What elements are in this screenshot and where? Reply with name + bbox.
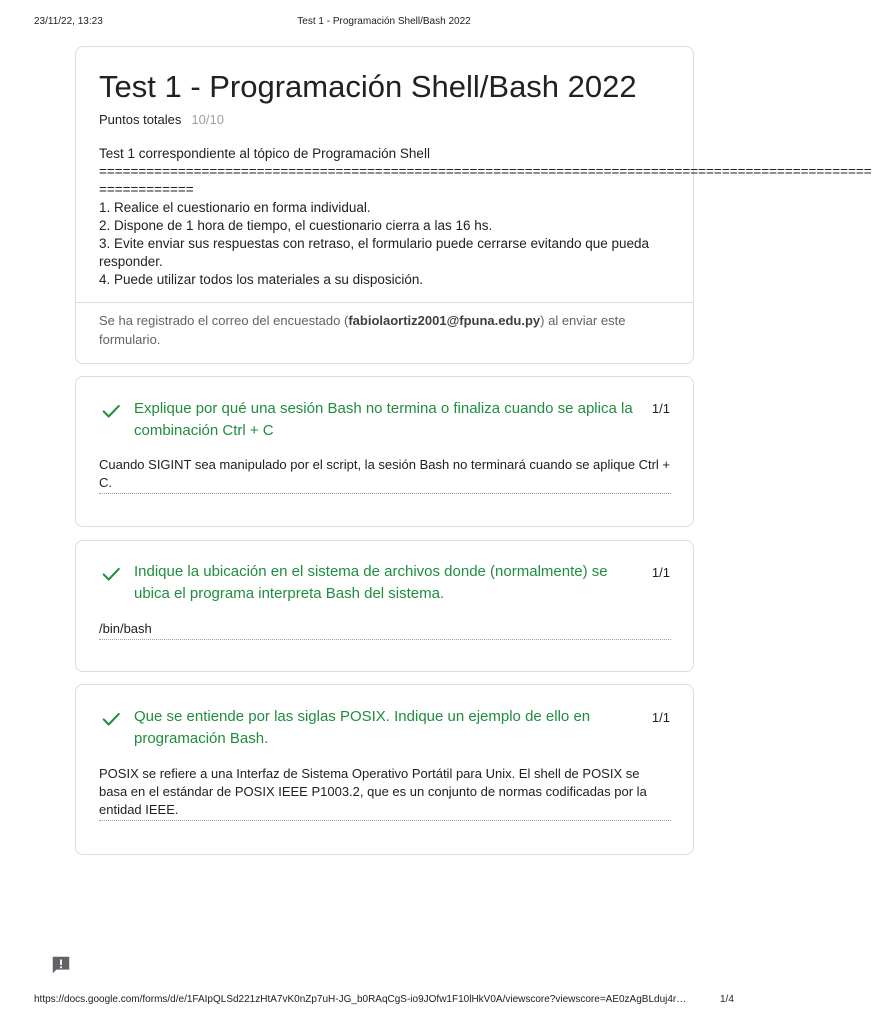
question-card <box>75 684 694 855</box>
question-text: Indique la ubicación en el sistema de archivos donde (normalmente) se ubica el programa interpreta Bash del sistema. <box>134 563 608 602</box>
print-document-title: Test 1 - Programación Shell/Bash 2022 <box>297 16 471 27</box>
total-points-label: Puntos totales <box>99 112 182 127</box>
respondent-email: fabiolaortiz2001@fpuna.edu.py <box>348 313 541 328</box>
answer-text: POSIX se refiere a una Interfaz de Sistema Operativo Portátil para Unix. El shell de POSIX se basa en el estándar de POSIX IEEE P1003.2, que es un conjunto de normas codificadas por la entidad IEEE. <box>99 765 671 821</box>
question-text: Explique por qué una sesión Bash no termina o finaliza cuando se aplica la combinación Ctrl + C <box>134 400 633 439</box>
answer-text: Cuando SIGINT sea manipulado por el script, la sesión Bash no terminará cuando se aplique Ctrl + C. <box>99 456 671 494</box>
description-line: Test 1 correspondiente al tópico de Programación Shell <box>99 146 430 161</box>
check-icon <box>100 400 122 422</box>
description-instruction: 4. Puede utilizar todos los materiales a su disposición. <box>99 272 424 287</box>
check-icon <box>100 708 122 730</box>
description-separator: ================================================================================================== <box>99 164 872 179</box>
report-feedback-icon <box>50 954 72 976</box>
print-header <box>0 16 768 30</box>
total-points-value: 10/10 <box>191 112 224 127</box>
question-text: Que se entiende por las siglas POSIX. Indique un ejemplo de ello en programación Bash. <box>134 708 591 747</box>
description-instruction: 1. Realice el cuestionario en forma individual. <box>99 200 371 215</box>
question-score: 1/1 <box>651 565 670 580</box>
email-note-prefix: Se ha registrado el correo del encuestado ( <box>99 313 349 328</box>
total-points <box>99 111 224 129</box>
respondent-email-note <box>99 311 674 349</box>
question-card <box>75 376 694 527</box>
description-instruction: 2. Dispone de 1 hora de tiempo, el cuestionario cierra a las 16 hs. <box>99 218 493 233</box>
question-score: 1/1 <box>651 401 670 416</box>
header-divider <box>76 302 693 303</box>
page-url: https://docs.google.com/forms/d/e/1FAIpQLSd221zHtA7vK0nZp7uH-JG_b0RAqCgS-io9JOfw1F10lHkV0A/viewscore?viewscore=AE0zAgBLduj4r… <box>34 994 687 1005</box>
question-score: 1/1 <box>651 710 670 725</box>
description-separator: ============ <box>99 182 194 197</box>
check-icon <box>100 563 122 585</box>
report-feedback-button[interactable] <box>50 954 72 976</box>
form-description <box>99 145 872 289</box>
description-instruction: 3. Evite enviar sus respuestas con retraso, el formulario puede cerrarse evitando que pueda responder. <box>99 236 650 269</box>
answer-text: /bin/bash <box>99 620 671 640</box>
page-number: 1/4 <box>720 994 734 1005</box>
form-title: Test 1 - Programación Shell/Bash 2022 <box>99 69 637 104</box>
email-note-suffix: ) al enviar este formulario. <box>99 313 626 347</box>
form-header-card <box>75 46 872 364</box>
print-datetime: 23/11/22, 13:23 <box>34 16 103 27</box>
question-card <box>75 540 694 672</box>
print-footer <box>0 994 768 1008</box>
